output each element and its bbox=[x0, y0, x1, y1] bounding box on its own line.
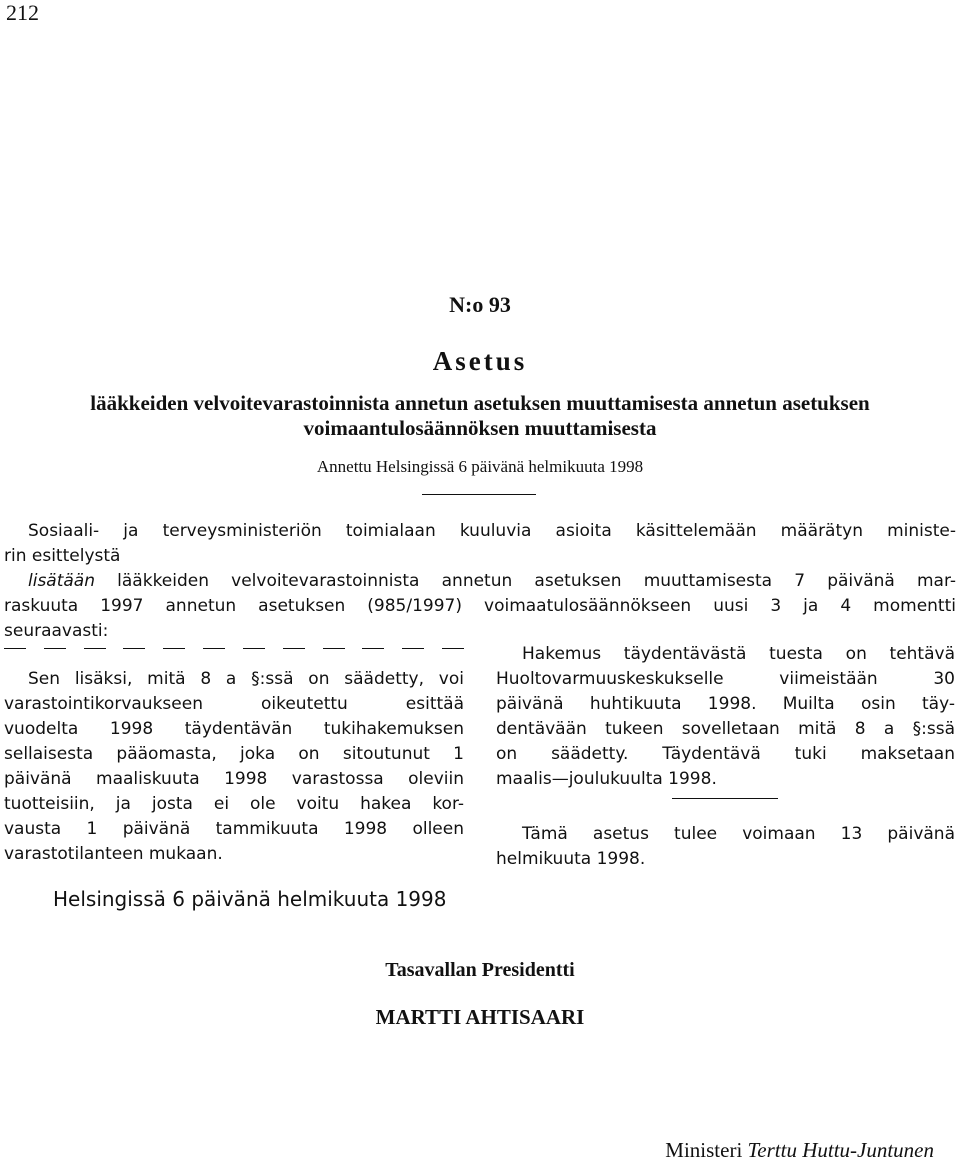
left-column-line: varastointikorvaukseen oikeutettu esittää bbox=[4, 694, 464, 714]
page-number: 212 bbox=[6, 0, 39, 25]
right-column-line: dentävään tukeen sovelletaan mitä 8 a §:ssä bbox=[496, 719, 955, 739]
omission-dashes bbox=[4, 636, 464, 656]
dash bbox=[243, 648, 265, 649]
left-column-line: vausta 1 päivänä tammikuuta 1998 olleen bbox=[4, 819, 464, 839]
minister-title: Ministeri bbox=[665, 1138, 743, 1162]
subject-line: lääkkeiden velvoitevarastoinnista annetun asetuksen muuttamisesta annetun asetuksen bbox=[90, 391, 870, 415]
dash bbox=[362, 648, 384, 649]
dash bbox=[323, 648, 345, 649]
separator-rule bbox=[422, 494, 536, 495]
decree-subject bbox=[0, 391, 960, 441]
minister-signature bbox=[665, 1137, 934, 1163]
dash bbox=[44, 648, 66, 649]
document-type-heading: Asetus bbox=[432, 346, 528, 376]
left-column-line: sellaisesta pääomasta, joka on sitoutunut 1 bbox=[4, 744, 464, 764]
preamble-line: Sosiaali- ja terveysministeriön toimialaan kuuluvia asioita käsittelemään määrätyn ministe- bbox=[28, 521, 956, 541]
separator-rule bbox=[672, 798, 778, 799]
right-column-line: on säädetty. Täydentävä tuki maksetaan bbox=[496, 744, 955, 764]
dash bbox=[203, 648, 225, 649]
right-column-line: maalis—joulukuulta 1998. bbox=[496, 769, 717, 789]
effective-line: Tämä asetus tulee voimaan 13 päivänä bbox=[522, 824, 955, 844]
preamble-line: rin esittelystä bbox=[4, 546, 121, 566]
subject-line: voimaantulosäännöksen muuttamisesta bbox=[303, 416, 657, 440]
given-date-line: Annettu Helsingissä 6 päivänä helmikuuta 1998 bbox=[316, 457, 644, 476]
left-column-line: päivänä maaliskuuta 1998 varastossa oleviin bbox=[4, 769, 464, 789]
left-column-line: Sen lisäksi, mitä 8 a §:ssä on säädetty, voi bbox=[28, 669, 464, 689]
dash bbox=[4, 648, 26, 649]
effective-line: helmikuuta 1998. bbox=[496, 849, 646, 869]
left-column-line: vuodelta 1998 täydentävän tukihakemuksen bbox=[4, 719, 464, 739]
right-column-line: Hakemus täydentävästä tuesta on tehtävä bbox=[522, 644, 955, 664]
amendment-line: seuraavasti: bbox=[4, 621, 109, 641]
right-column-line: päivänä huhtikuuta 1998. Muilta osin täy- bbox=[496, 694, 955, 714]
amendment-lead: lisätään bbox=[28, 571, 95, 591]
amendment-text: lääkkeiden velvoitevarastoinnista annetun asetuksen muuttamisesta 7 päivänä mar- bbox=[95, 571, 956, 591]
left-column-line: varastotilanteen mukaan. bbox=[4, 844, 223, 864]
dash bbox=[283, 648, 305, 649]
minister-name: Terttu Huttu-Juntunen bbox=[747, 1138, 934, 1162]
right-column-line: Huoltovarmuuskeskukselle viimeistään 30 bbox=[496, 669, 955, 689]
president-name: MARTTI AHTISAARI bbox=[375, 1005, 585, 1029]
president-title: Tasavallan Presidentti bbox=[385, 959, 575, 981]
amendment-line bbox=[28, 569, 956, 594]
decree-number: N:o 93 bbox=[449, 292, 511, 317]
dash bbox=[442, 648, 464, 649]
dash bbox=[123, 648, 145, 649]
dash bbox=[84, 648, 106, 649]
dash bbox=[402, 648, 424, 649]
amendment-line: raskuuta 1997 annetun asetuksen (985/1997) voimaatulosäännökseen uusi 3 ja 4 momentti bbox=[4, 596, 956, 616]
place-date-line: Helsingissä 6 päivänä helmikuuta 1998 bbox=[53, 887, 447, 911]
left-column-line: tuotteisiin, ja josta ei ole voitu hakea kor- bbox=[4, 794, 464, 814]
dash bbox=[163, 648, 185, 649]
